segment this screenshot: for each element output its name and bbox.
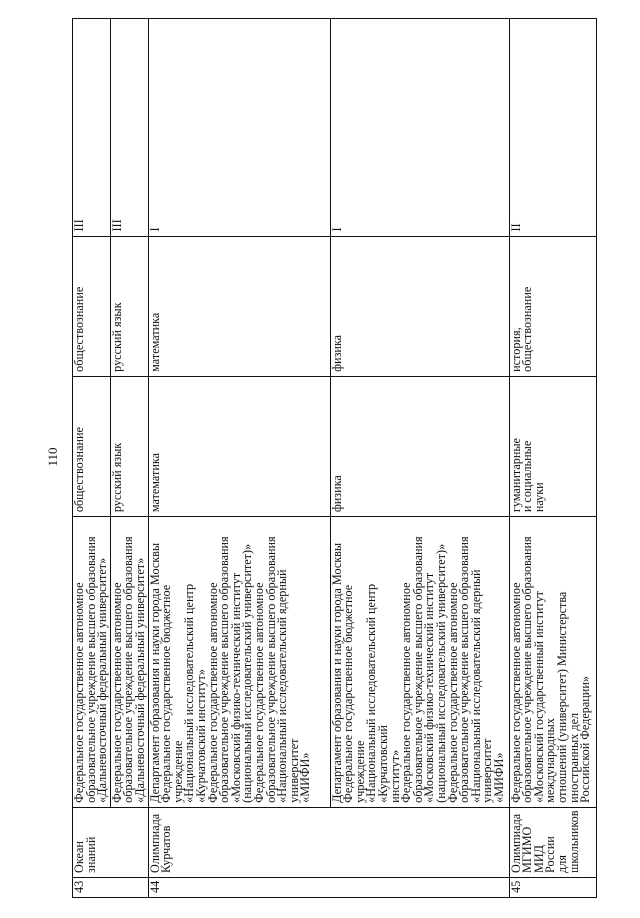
subject-cell: физика [330,236,509,376]
profile-cell: обществознание [73,376,111,516]
organizer-cell: Департамент образования и науки города Москвы Федеральное государственное бюджетное учреждение «Национальный исследовательский центр «Курчатовский институт» Федеральное государственное автономное образовательное учреждение высшего образования «Московский физико-технический институт (национальный исследовательский университет)» Федеральное государственное автономное образовательное учреждение высшего образования «Национальный исследовательский ядерный университет «МИФИ» [330,517,509,808]
level-cell: I [148,19,330,237]
olympiad-name: Океан знаний [73,807,149,877]
subject-cell: русский язык [110,236,148,376]
subject-cell: история, обществознание [509,236,596,376]
level-cell: III [73,19,111,237]
organizer-cell: Федеральное государственное автономное образовательное учреждение высшего образования «Московский государственный институт международных отношений (университет) Министерства иностранных дел Российской Федерации» [509,517,596,808]
table-row [509,19,596,898]
subject-cell: обществознание [73,236,111,376]
organizer-cell: Департамент образования и науки города Москвы Федеральное государственное бюджетное учреждение «Национальный исследовательский центр «Курчатовский институт» Федеральное государственное автономное образовательное учреждение высшего образования «Московский физико-технический институт (национальный исследовательский университет)» Федеральное государственное автономное образовательное учреждение высшего образования «Национальный исследовательский ядерный университет «МИФИ» [148,517,330,808]
row-number: 44 [148,877,509,897]
page-number: 110 [45,447,60,467]
profile-cell: физика [330,376,509,516]
row-number: 43 [73,877,149,897]
olympiad-table [72,18,597,898]
row-number: 45 [509,877,596,897]
profile-cell: гуманитарные и социальные науки [509,376,596,516]
table-row [148,19,330,898]
organizer-cell: Федеральное государственное автономное образовательное учреждение высшего образования «Дальневосточный федеральный университет» [73,517,111,808]
table-row [73,19,111,898]
level-cell: I [330,19,509,237]
table-row [330,19,509,898]
organizer-cell: Федеральное государственное автономное образовательное учреждение высшего образования «Дальневосточный федеральный университет» [110,517,148,808]
level-cell: II [509,19,596,237]
subject-cell: математика [148,236,330,376]
profile-cell: математика [148,376,330,516]
olympiad-name: Олимпиада Курчатов [148,807,509,877]
profile-cell: русский язык [110,376,148,516]
rotated-page-content [72,18,632,898]
level-cell: III [110,19,148,237]
olympiad-name: Олимпиада МГИМО МИД России для школьников [509,807,596,877]
table-row [110,19,148,898]
